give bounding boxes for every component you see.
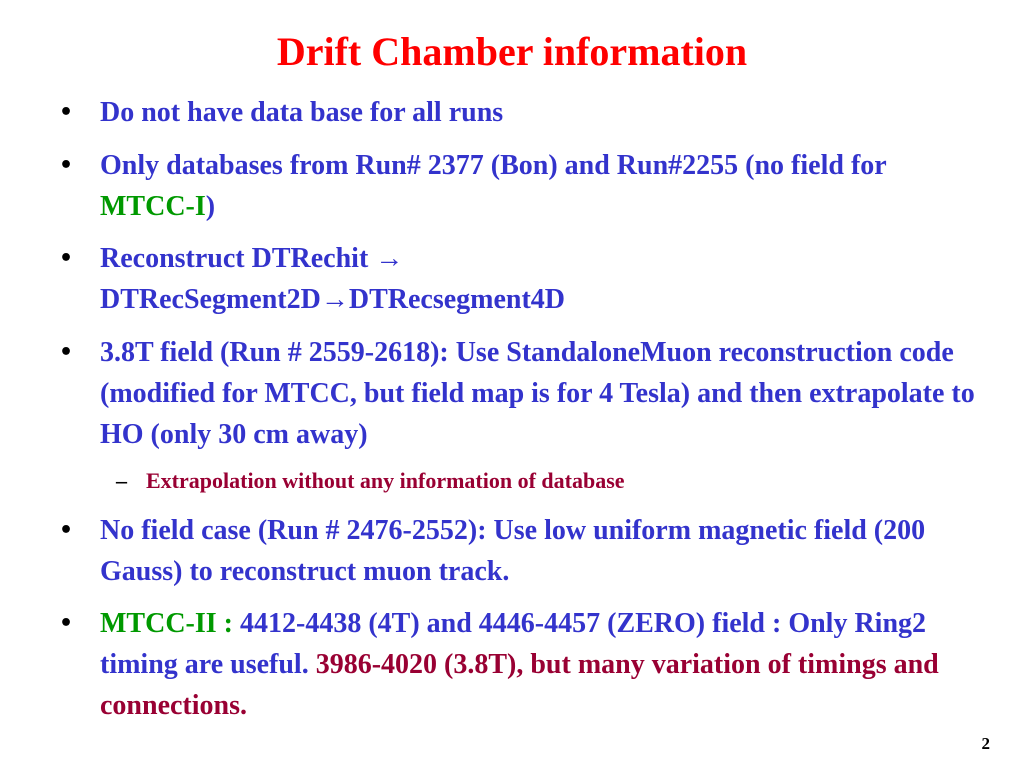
mtcc-ii-highlight: MTCC-II : <box>100 608 233 639</box>
slide-title: Drift Chamber information <box>276 29 748 74</box>
bullet-dot-icon: • <box>59 340 74 365</box>
page-number: 2 <box>981 734 990 753</box>
bullet-38t-field <box>59 332 980 455</box>
maroon-highlight: 3986-4020 (3.8T), but many variation of timings and connections. <box>100 649 939 721</box>
sub-bullet-text: Extrapolation without any information of database <box>146 468 625 493</box>
bullet-line: Reconstruct DTRechit → <box>100 243 404 274</box>
bullet-text: Do not have data base for all runs <box>100 97 504 128</box>
bullet-databases <box>59 145 980 227</box>
bullet-dot-icon: • <box>59 100 74 125</box>
bullet-text: 4412-4438 (4T) and 4446-4457 (ZERO) field : Only Ring2 timing are useful. <box>100 608 927 680</box>
sub-bullet-extrapolation <box>116 466 986 496</box>
bullet-no-field <box>59 510 980 592</box>
bullet-reconstruct <box>59 238 980 320</box>
bullet-text: 3.8T field (Run # 2559-2618): Use StandaloneMuon reconstruction code (modified for MTCC, but field map is for 4 Tesla) and then extrapolate to HO (only 30 cm away) <box>100 337 975 450</box>
bullet-dot-icon: • <box>59 153 74 178</box>
bullet-text-end: ) <box>205 191 216 222</box>
bullet-mtcc-ii <box>59 603 980 726</box>
bullet-text: No field case (Run # 2476-2552): Use low uniform magnetic field (200 Gauss) to reconstruct muon track. <box>100 515 926 587</box>
bullet-dot-icon: • <box>59 246 74 271</box>
bullet-text: Only databases from Run# 2377 (Bon) and Run#2255 (no field for <box>100 150 887 181</box>
dash-icon: – <box>116 468 127 493</box>
bullet-line: DTRecSegment2D→DTRecsegment4D <box>100 284 566 315</box>
bullet-dot-icon: • <box>59 611 74 636</box>
bullet-dot-icon: • <box>59 518 74 543</box>
mtcc-i-highlight: MTCC-I <box>100 191 206 222</box>
bullet-no-database <box>59 92 980 133</box>
